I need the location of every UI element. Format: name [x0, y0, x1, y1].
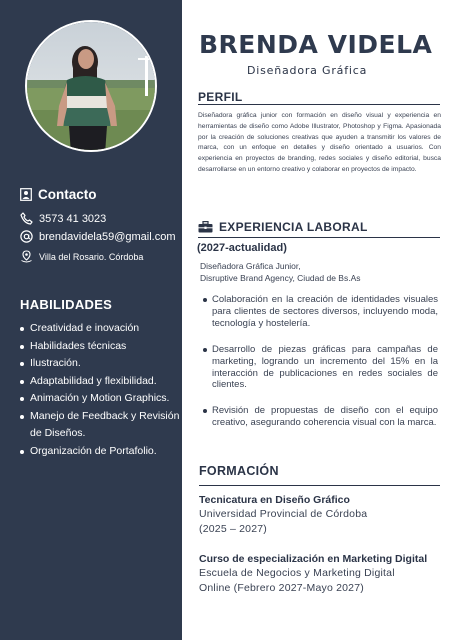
education-dates: Online (Febrero 2027-Mayo 2027) [199, 581, 364, 594]
education-degree: Tecnicatura en Diseño Gráfico [199, 494, 350, 506]
experience-bullets [202, 294, 438, 429]
skills-heading: HABILIDADES [20, 297, 113, 312]
phone-text: 3573 41 3023 [39, 212, 107, 225]
experience-position: Diseñadora Gráfica Junior, [200, 261, 301, 271]
at-sign-icon [20, 230, 33, 243]
profile-photo-image [27, 22, 157, 152]
profile-photo [25, 20, 157, 152]
profile-divider [198, 104, 440, 105]
contact-card-icon [20, 188, 32, 201]
experience-bullet: Colaboración en la creación de identidades visuales para clientes de sectores diversos, incluyendo moda, tecnología y hostelería. [202, 294, 438, 330]
phone-icon [20, 212, 33, 225]
experience-employer [200, 260, 360, 284]
location-text: Villa del Rosario. Córdoba [39, 251, 144, 262]
map-pin-icon [20, 250, 33, 263]
contact-heading-label: Contacto [38, 187, 97, 202]
education-dates: (2025 – 2027) [199, 522, 267, 535]
experience-bullet: Revisión de propuestas de diseño con el equipo creativo, asegurando coherencia visual con la marca. [202, 405, 438, 429]
education-school: Universidad Provincial de Córdoba [199, 508, 368, 520]
experience-period: (2027-actualidad) [197, 242, 287, 254]
profile-heading: PERFIL [198, 90, 243, 104]
job-title: Diseñadora Gráfica [247, 64, 368, 77]
experience-divider [198, 237, 440, 238]
education-divider [199, 485, 440, 486]
skill-item: Adaptabilidad y flexibilidad. [20, 373, 180, 391]
contact-location [20, 250, 143, 263]
experience-heading-label: EXPERIENCIA LABORAL [219, 220, 368, 234]
education-heading: FORMACIÓN [199, 464, 279, 478]
education-item [199, 494, 439, 536]
skill-item: Creatividad e inovación [20, 320, 180, 338]
experience-heading [198, 220, 368, 234]
education-degree: Curso de especialización en Marketing Digital [199, 553, 428, 565]
person-name: BRENDA VIDELA [199, 30, 433, 59]
email-text: brendavidela59@gmail.com [39, 230, 176, 243]
skill-item: Habilidades técnicas [20, 338, 180, 356]
contact-email [20, 230, 176, 243]
education-school: Escuela de Negocios y Marketing Digital [199, 567, 395, 579]
skills-list [20, 320, 180, 460]
sidebar [0, 0, 182, 640]
skill-item: Ilustración. [20, 355, 180, 373]
briefcase-icon [198, 221, 213, 233]
experience-bullet: Desarrollo de piezas gráficas para campañas de marketing, logrando un incremento del 15% en la interacción de publicaciones en redes sociales de clientes. [202, 344, 438, 392]
skill-item: Organización de Portafolio. [20, 443, 180, 461]
contact-phone [20, 212, 106, 225]
education-item [199, 553, 439, 595]
contact-heading [20, 187, 97, 202]
skill-item: Manejo de Feedback y Revisión de Diseños. [20, 408, 180, 443]
profile-text: Diseñadora gráfica junior con formación en diseño visual y experiencia en herramientas de diseño como Adobe Illustrator, Photoshop y Figma. Apasionada por la creación de soluciones creativas que ayuden a transmitir los valores de marca, con un enfoque en detalles y diseño orientado a usuarios. Con experiencia en proyectos de branding, redes sociales y diseño editorial, busca desarrollarse en un entorno creativo y colaborar en proyectos de impacto. [198, 112, 441, 173]
skill-item: Animación y Motion Graphics. [20, 390, 180, 408]
experience-company: Disruptive Brand Agency, Ciudad de Bs.As [200, 273, 361, 283]
